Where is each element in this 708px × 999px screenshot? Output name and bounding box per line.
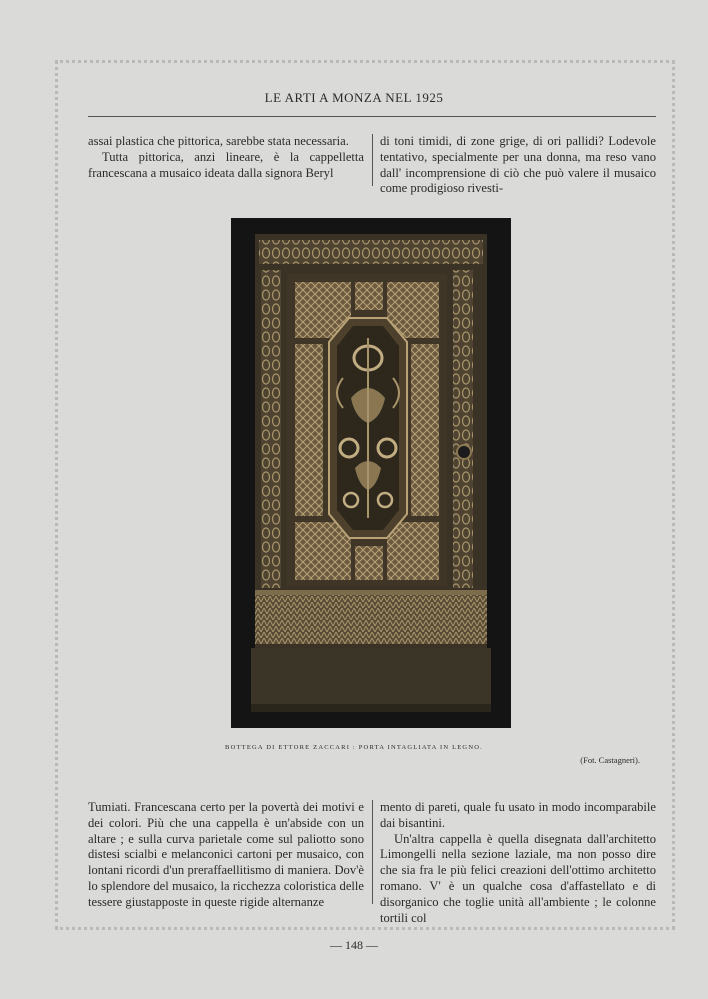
door-photograph <box>231 218 511 728</box>
bottom-right-column <box>380 800 656 926</box>
header-rule <box>88 116 656 117</box>
column-divider <box>372 800 373 904</box>
figure-caption: BOTTEGA DI ETTORE ZACCARI : PORTA INTAGLIATA IN LEGNO. <box>225 744 483 751</box>
running-title: LE ARTI A MONZA NEL 1925 <box>264 90 444 105</box>
photo-credit: (Fot. Castagneri). <box>580 755 640 765</box>
column-divider <box>372 134 373 186</box>
paragraph: Un'altra cappella è quella disegnata dall'architetto Limongelli nella sezione laziale, ma non posso dire che sia fra le più felici creazioni dell'ottimo architetto romano. V' è un qualche cosa d'affastellato e di disorganico che toglie unità all'ambiente ; le colonne tortili col <box>380 831 656 925</box>
top-left-column <box>88 134 364 181</box>
top-right-column <box>380 134 656 197</box>
paragraph: Tumiati. Francescana certo per la povertà dei motivi e dei colori. Più che una cappella è un'abside con un altare ; e sulla curva parietale come sul paliotto sono distesi scialbi e melanconici cartoni per musaico, con lontani ricordi d'un preraffaellitismo di maniera. Dov'è lo splendore del musaico, la ricchezza coloristica delle tessere giustapposte in queste rigide alternanze <box>88 800 364 909</box>
bottom-left-column <box>88 800 364 911</box>
carved-door-image <box>231 218 511 728</box>
paragraph: Tutta pittorica, anzi lineare, è la cappelletta francescana a musaico ideata dalla signora Beryl <box>88 149 364 180</box>
paragraph: assai plastica che pittorica, sarebbe stata necessaria. <box>88 134 349 148</box>
paragraph: di toni timidi, di zone grige, di ori pallidi? Lodevole tentativo, specialmente per una donna, ma reso vano dall' incomprensione di ciò che può valere il musaico come prodigioso rivesti- <box>380 134 656 196</box>
paragraph: mento di pareti, quale fu usato in modo incomparabile dai bisantini. <box>380 800 656 830</box>
page-number: — 148 — <box>330 938 378 952</box>
